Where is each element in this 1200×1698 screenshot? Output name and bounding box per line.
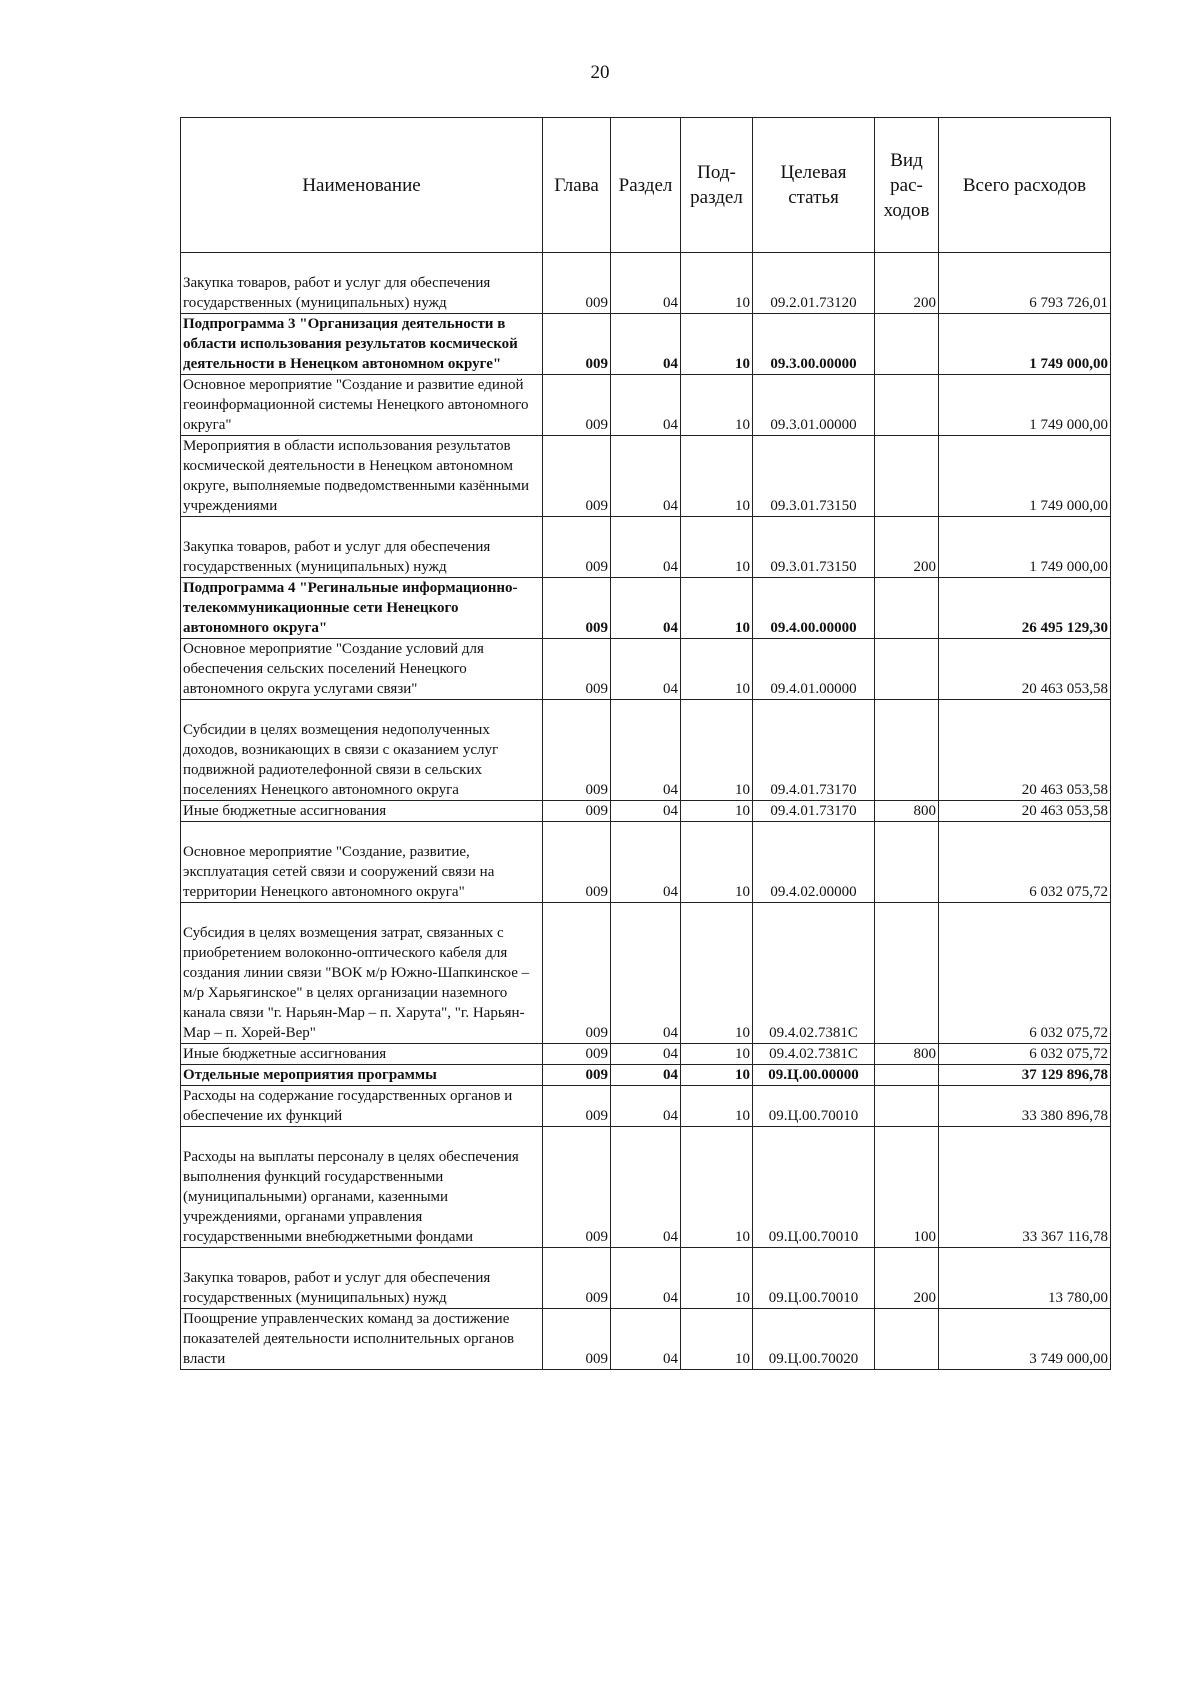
cell-podrazdel: 10 [681, 700, 753, 801]
cell-glava: 009 [543, 1044, 611, 1065]
table-header-row [181, 118, 1111, 253]
cell-podrazdel: 10 [681, 436, 753, 517]
cell-celevaya-statya: 09.3.00.00000 [753, 314, 875, 375]
cell-name: Расходы на выплаты персоналу в целях обеспечения выполнения функций государственными (муниципальными) органами, казенными учреждениями, органами управления государственными внебюджетными фондами [181, 1127, 543, 1248]
cell-vid-rashodov [875, 375, 939, 436]
cell-glava: 009 [543, 314, 611, 375]
table-row [181, 578, 1111, 639]
table-row [181, 639, 1111, 700]
cell-name: Закупка товаров, работ и услуг для обеспечения государственных (муниципальных) нужд [181, 253, 543, 314]
cell-total: 6 032 075,72 [939, 903, 1111, 1044]
cell-glava: 009 [543, 578, 611, 639]
cell-glava: 009 [543, 1127, 611, 1248]
cell-vid-rashodov [875, 700, 939, 801]
cell-total: 6 793 726,01 [939, 253, 1111, 314]
cell-podrazdel: 10 [681, 1086, 753, 1127]
cell-vid-rashodov [875, 436, 939, 517]
cell-vid-rashodov [875, 903, 939, 1044]
header-vid-line3: ходов [883, 199, 930, 221]
cell-name: Субсидия в целях возмещения затрат, связанных с приобретением волоконно-оптического кабеля для создания линии связи "ВОК м/р Южно-Шапкинское – м/р Харьягинское" в целях организации наземного канала связи "г. Нарьян-Мар – п. Харута", "г. Нарьян-Мар – п. Хорей-Вер" [181, 903, 543, 1044]
header-podrazdel-line2: раздел [690, 187, 743, 208]
table-row [181, 1086, 1111, 1127]
header-total: Всего расходов [939, 118, 1111, 253]
cell-razdel: 04 [611, 375, 681, 436]
cell-name: Закупка товаров, работ и услуг для обеспечения государственных (муниципальных) нужд [181, 1248, 543, 1309]
cell-celevaya-statya: 09.3.01.00000 [753, 375, 875, 436]
cell-glava: 009 [543, 375, 611, 436]
cell-razdel: 04 [611, 314, 681, 375]
cell-glava: 009 [543, 822, 611, 903]
cell-vid-rashodov: 100 [875, 1127, 939, 1248]
cell-name: Иные бюджетные ассигнования [181, 1044, 543, 1065]
cell-vid-rashodov [875, 822, 939, 903]
cell-podrazdel: 10 [681, 1127, 753, 1248]
cell-total: 33 367 116,78 [939, 1127, 1111, 1248]
cell-razdel: 04 [611, 801, 681, 822]
cell-name: Расходы на содержание государственных органов и обеспечение их функций [181, 1086, 543, 1127]
cell-celevaya-statya: 09.Ц.00.70010 [753, 1248, 875, 1309]
cell-total: 1 749 000,00 [939, 436, 1111, 517]
header-podrazdel-line1: Под- [697, 162, 736, 183]
cell-total: 6 032 075,72 [939, 822, 1111, 903]
cell-vid-rashodov: 800 [875, 801, 939, 822]
cell-glava: 009 [543, 517, 611, 578]
cell-vid-rashodov: 200 [875, 253, 939, 314]
cell-total: 20 463 053,58 [939, 700, 1111, 801]
cell-name: Мероприятия в области использования результатов космической деятельности в Ненецком автономном округе, выполняемые подведомственными казёнными учреждениями [181, 436, 543, 517]
cell-podrazdel: 10 [681, 578, 753, 639]
page-number: 20 [590, 62, 610, 83]
header-vid-line1: Вид [890, 149, 923, 171]
cell-razdel: 04 [611, 1065, 681, 1086]
header-vid-rashodov [875, 118, 939, 253]
table-row [181, 1065, 1111, 1086]
cell-podrazdel: 10 [681, 1309, 753, 1370]
cell-vid-rashodov [875, 1309, 939, 1370]
cell-podrazdel: 10 [681, 253, 753, 314]
cell-total: 13 780,00 [939, 1248, 1111, 1309]
cell-podrazdel: 10 [681, 1248, 753, 1309]
cell-glava: 009 [543, 436, 611, 517]
cell-celevaya-statya: 09.4.02.7381С [753, 1044, 875, 1065]
cell-glava: 009 [543, 700, 611, 801]
cell-name: Закупка товаров, работ и услуг для обеспечения государственных (муниципальных) нужд [181, 517, 543, 578]
table-row [181, 1309, 1111, 1370]
cell-podrazdel: 10 [681, 639, 753, 700]
cell-celevaya-statya: 09.3.01.73150 [753, 517, 875, 578]
table-row [181, 1127, 1111, 1248]
cell-celevaya-statya: 09.4.01.00000 [753, 639, 875, 700]
cell-total: 20 463 053,58 [939, 801, 1111, 822]
cell-razdel: 04 [611, 1086, 681, 1127]
cell-glava: 009 [543, 1309, 611, 1370]
cell-celevaya-statya: 09.Ц.00.70010 [753, 1086, 875, 1127]
cell-name: Основное мероприятие "Создание условий для обеспечения сельских поселений Ненецкого автономного округа услугами связи" [181, 639, 543, 700]
cell-total: 3 749 000,00 [939, 1309, 1111, 1370]
header-podrazdel [681, 118, 753, 253]
cell-razdel: 04 [611, 578, 681, 639]
table-row [181, 253, 1111, 314]
cell-razdel: 04 [611, 639, 681, 700]
cell-podrazdel: 10 [681, 1065, 753, 1086]
cell-podrazdel: 10 [681, 375, 753, 436]
cell-name: Основное мероприятие "Создание, развитие, эксплуатация сетей связи и сооружений связи на территории Ненецкого автономного округа" [181, 822, 543, 903]
cell-total: 1 749 000,00 [939, 375, 1111, 436]
cell-total: 6 032 075,72 [939, 1044, 1111, 1065]
table-row [181, 375, 1111, 436]
header-name: Наименование [181, 118, 543, 253]
cell-name: Отдельные мероприятия программы [181, 1065, 543, 1086]
cell-name: Субсидии в целях возмещения недополученных доходов, возникающих в связи с оказанием услуг подвижной радиотелефонной связи в сельских поселениях Ненецкого автономного округа [181, 700, 543, 801]
table-row [181, 1248, 1111, 1309]
cell-podrazdel: 10 [681, 1044, 753, 1065]
cell-name: Иные бюджетные ассигнования [181, 801, 543, 822]
cell-name: Поощрение управленческих команд за достижение показателей деятельности исполнительных органов власти [181, 1309, 543, 1370]
cell-glava: 009 [543, 903, 611, 1044]
cell-razdel: 04 [611, 822, 681, 903]
header-glava: Глава [543, 118, 611, 253]
cell-razdel: 04 [611, 436, 681, 517]
cell-vid-rashodov [875, 578, 939, 639]
cell-celevaya-statya: 09.4.01.73170 [753, 700, 875, 801]
cell-podrazdel: 10 [681, 517, 753, 578]
cell-razdel: 04 [611, 1309, 681, 1370]
cell-name: Подпрограмма 4 "Регинальные информационно-телекоммуникационные сети Ненецкого автономного округа" [181, 578, 543, 639]
cell-celevaya-statya: 09.Ц.00.70010 [753, 1127, 875, 1248]
cell-glava: 009 [543, 253, 611, 314]
cell-razdel: 04 [611, 253, 681, 314]
cell-glava: 009 [543, 1065, 611, 1086]
cell-glava: 009 [543, 801, 611, 822]
table-row [181, 436, 1111, 517]
table-body [181, 253, 1111, 1370]
cell-razdel: 04 [611, 517, 681, 578]
table-row [181, 700, 1111, 801]
cell-celevaya-statya: 09.4.01.73170 [753, 801, 875, 822]
cell-glava: 009 [543, 1086, 611, 1127]
cell-vid-rashodov: 200 [875, 1248, 939, 1309]
header-celevaya-line2: статья [788, 187, 839, 208]
cell-total: 37 129 896,78 [939, 1065, 1111, 1086]
cell-celevaya-statya: 09.2.01.73120 [753, 253, 875, 314]
cell-podrazdel: 10 [681, 314, 753, 375]
header-vid-line2: рас- [890, 174, 923, 196]
cell-razdel: 04 [611, 1248, 681, 1309]
header-celevaya-line1: Целевая [780, 162, 847, 183]
cell-razdel: 04 [611, 1044, 681, 1065]
cell-podrazdel: 10 [681, 822, 753, 903]
table-row [181, 314, 1111, 375]
cell-podrazdel: 10 [681, 801, 753, 822]
budget-table [180, 117, 1111, 1370]
cell-celevaya-statya: 09.4.02.7381С [753, 903, 875, 1044]
cell-total: 26 495 129,30 [939, 578, 1111, 639]
table-row [181, 801, 1111, 822]
cell-total: 33 380 896,78 [939, 1086, 1111, 1127]
cell-name: Подпрограмма 3 "Организация деятельности в области использования результатов космической деятельности в Ненецком автономном округе" [181, 314, 543, 375]
table-row [181, 517, 1111, 578]
cell-vid-rashodov [875, 314, 939, 375]
cell-name: Основное мероприятие "Создание и развитие единой геоинформационной системы Ненецкого автономного округа" [181, 375, 543, 436]
cell-total: 1 749 000,00 [939, 314, 1111, 375]
cell-total: 20 463 053,58 [939, 639, 1111, 700]
cell-glava: 009 [543, 639, 611, 700]
cell-razdel: 04 [611, 700, 681, 801]
cell-vid-rashodov: 800 [875, 1044, 939, 1065]
table-row [181, 1044, 1111, 1065]
header-razdel: Раздел [611, 118, 681, 253]
table-row [181, 822, 1111, 903]
header-celevaya-statya [753, 118, 875, 253]
cell-vid-rashodov [875, 1086, 939, 1127]
cell-celevaya-statya: 09.Ц.00.00000 [753, 1065, 875, 1086]
cell-celevaya-statya: 09.4.00.00000 [753, 578, 875, 639]
cell-razdel: 04 [611, 903, 681, 1044]
cell-vid-rashodov [875, 1065, 939, 1086]
cell-podrazdel: 10 [681, 903, 753, 1044]
cell-razdel: 04 [611, 1127, 681, 1248]
cell-glava: 009 [543, 1248, 611, 1309]
cell-celevaya-statya: 09.4.02.00000 [753, 822, 875, 903]
cell-total: 1 749 000,00 [939, 517, 1111, 578]
table-row [181, 903, 1111, 1044]
cell-celevaya-statya: 09.3.01.73150 [753, 436, 875, 517]
cell-vid-rashodov: 200 [875, 517, 939, 578]
cell-vid-rashodov [875, 639, 939, 700]
cell-celevaya-statya: 09.Ц.00.70020 [753, 1309, 875, 1370]
